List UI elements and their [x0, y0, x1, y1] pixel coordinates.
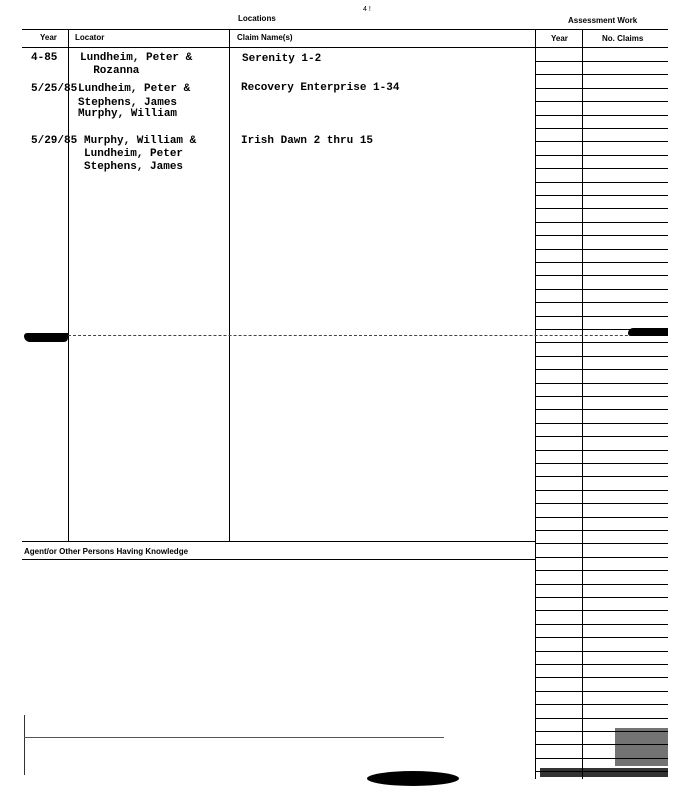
assessment-work-header: Assessment Work [568, 16, 638, 25]
aw-rule [535, 182, 668, 183]
col-claim-names-header: Claim Name(s) [237, 33, 293, 42]
aw-rule [535, 115, 668, 116]
aw-rule [535, 409, 668, 410]
aw-rule [535, 637, 668, 638]
aw-rule [535, 168, 668, 169]
entry-2-locator-2: Stephens, James [78, 97, 178, 109]
binding-mark-left [24, 333, 68, 342]
col-locator-header: Locator [75, 33, 105, 42]
entry-2-claim: Recovery Enterprise 1-34 [241, 82, 400, 94]
scan-noise-corner [615, 728, 668, 766]
entry-3-locator-1: Murphy, William & [84, 135, 197, 147]
locations-header: Locations [238, 14, 276, 23]
scan-noise-bottom [540, 768, 668, 777]
entry-1-locator-1: Lundheim, Peter & [80, 52, 193, 64]
fold-line [68, 335, 668, 336]
aw-rule [535, 664, 668, 665]
aw-rule [535, 235, 668, 236]
aw-rule [535, 718, 668, 719]
entry-3-locator-2: Lundheim, Peter [84, 148, 184, 160]
aw-rule [535, 369, 668, 370]
year-locator-divider [68, 29, 69, 541]
header-top-rule [22, 29, 668, 30]
ink-smudge [367, 771, 459, 786]
aw-rule [535, 275, 668, 276]
aw-rule [535, 610, 668, 611]
aw-rule [535, 208, 668, 209]
entry-3-claim: Irish Dawn 2 thru 15 [241, 135, 374, 147]
locator-claim-divider [229, 29, 230, 541]
locations-bottom-rule [22, 541, 535, 542]
aw-rule [535, 557, 668, 558]
aw-rule [535, 597, 668, 598]
entry-1-claim: Serenity 1-2 [242, 53, 322, 65]
header-scribble: 4 ! [363, 6, 371, 13]
col-aw-no-claims-header: No. Claims [602, 34, 644, 43]
aw-rule [535, 677, 668, 678]
aw-rule [535, 329, 668, 330]
aw-rule [535, 342, 668, 343]
aw-rule [535, 423, 668, 424]
aw-rule [535, 101, 668, 102]
aw-rule [535, 704, 668, 705]
aw-rule [535, 222, 668, 223]
aw-rule [535, 383, 668, 384]
aw-rule [535, 88, 668, 89]
entry-2-locator-3: Murphy, William [78, 108, 178, 120]
agent-label-rule [22, 559, 535, 560]
entry-1-locator-2: Rozanna [80, 65, 140, 77]
aw-rule [535, 74, 668, 75]
entry-1-year: 4-85 [31, 52, 58, 64]
entry-3-locator-3: Stephens, James [84, 161, 184, 173]
left-margin-mark [24, 715, 25, 775]
entry-3-year: 5/29/85 [31, 135, 78, 147]
aw-rule [535, 289, 668, 290]
aw-rule [535, 584, 668, 585]
aw-rule [535, 61, 668, 62]
col-aw-year-header: Year [551, 34, 568, 43]
aw-rule [535, 450, 668, 451]
aw-rule [535, 262, 668, 263]
entry-2-year: 5/25/85 [31, 83, 78, 95]
agent-section-label: Agent/or Other Persons Having Knowledge [24, 547, 189, 556]
aw-rule [535, 463, 668, 464]
aw-rule [535, 356, 668, 357]
aw-rule [535, 302, 668, 303]
entry-2-locator-1: Lundheim, Peter & [78, 83, 191, 95]
aw-rule [535, 155, 668, 156]
aw-rule [535, 651, 668, 652]
aw-rule [535, 490, 668, 491]
aw-rule [535, 436, 668, 437]
aw-rule [535, 570, 668, 571]
aw-rule [535, 624, 668, 625]
header-bottom-rule [22, 47, 668, 48]
aw-rule [535, 543, 668, 544]
aw-rule [535, 691, 668, 692]
aw-rule [535, 396, 668, 397]
aw-rule [535, 476, 668, 477]
aw-rule [535, 141, 668, 142]
agent-bottom-rule [24, 737, 444, 738]
col-year-header: Year [40, 33, 57, 42]
aw-rule [535, 503, 668, 504]
aw-rule [535, 128, 668, 129]
aw-rule [535, 195, 668, 196]
aw-rule [535, 517, 668, 518]
aw-rule [535, 316, 668, 317]
aw-rule [535, 249, 668, 250]
aw-rule [535, 530, 668, 531]
